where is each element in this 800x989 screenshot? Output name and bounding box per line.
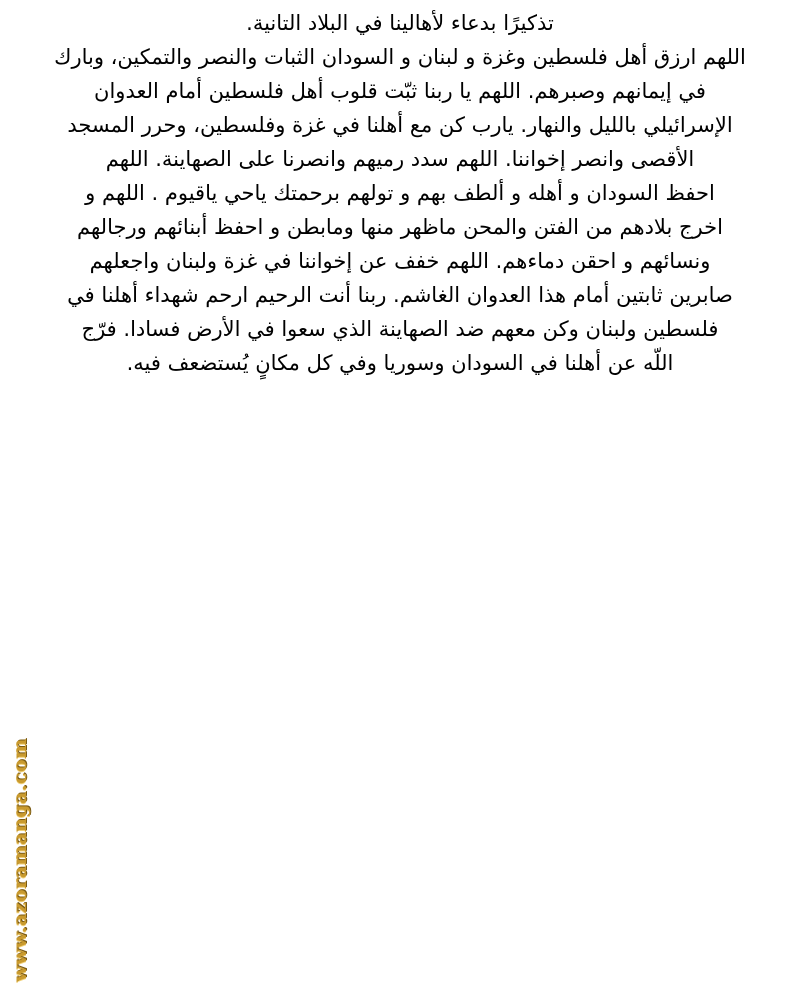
text-line-5: احفظ السودان و أهله و ألطف بهم و تولهم برحمتك ياحي ياقيوم . اللهم و	[85, 181, 715, 205]
document-title: تذكيرًا بدعاء لأهالينا في البلاد التانية.	[246, 11, 554, 35]
text-line-6: اخرج بلادهم من الفتن والمحن ماظهر منها ومابطن و احفظ أبنائهم ورجالهم	[77, 215, 723, 239]
dua-text-block	[28, 6, 772, 380]
text-line-4: الأقصى وانصر إخواننا. اللهم سدد رميهم وانصرنا على الصهاينة. اللهم	[105, 147, 695, 171]
text-line-7: ونسائهم و احقن دماءهم. اللهم خفف عن إخواننا في غزة ولبنان واجعلهم	[89, 249, 711, 273]
text-line-10: اللّه عن أهلنا في السودان وسوريا وفي كل مكانٍ يُستضعف فيه.	[126, 351, 674, 375]
text-line-1: اللهم ارزق أهل فلسطين وغزة و لبنان و السودان الثبات والنصر والتمكين، وبارك	[54, 45, 746, 69]
site-watermark	[4, 735, 36, 985]
text-line-8: صابرين ثابتين أمام هذا العدوان الغاشم. ربنا أنت الرحيم ارحم شهداء أهلنا في	[67, 283, 733, 307]
text-line-9: فلسطين ولبنان وكن معهم ضد الصهاينة الذي سعوا في الأرض فسادا. فرّج	[81, 317, 719, 341]
text-line-3: الإسرائيلي بالليل والنهار. يارب كن مع أهلنا في غزة وفلسطين، وحرر المسجد	[67, 113, 733, 137]
watermark-text: www.azoramanga.com	[9, 738, 31, 982]
text-line-2: في إيمانهم وصبرهم. اللهم يا ربنا ثبّت قلوب أهل فلسطين أمام العدوان	[94, 79, 706, 103]
